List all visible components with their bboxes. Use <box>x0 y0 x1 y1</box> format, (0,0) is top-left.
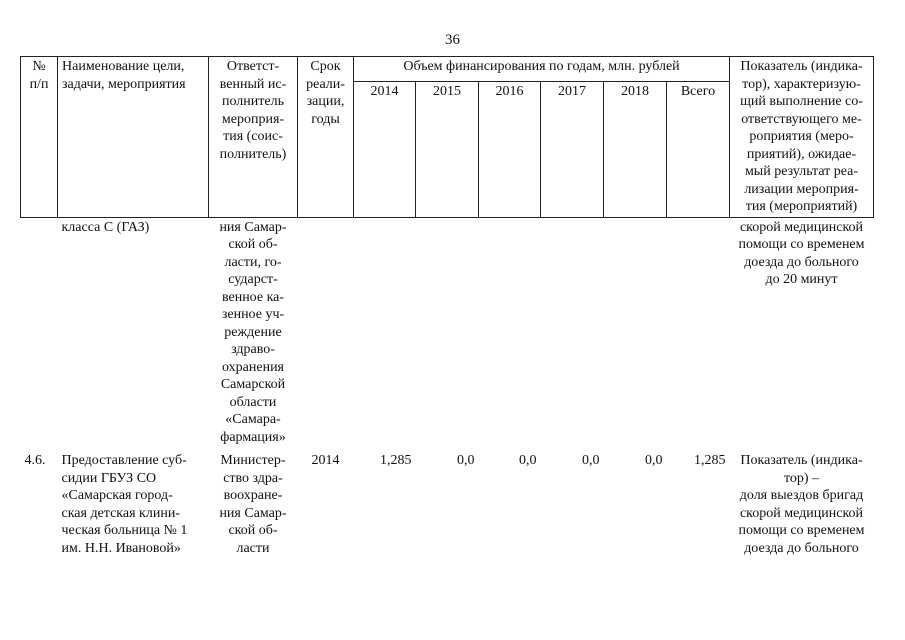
row-indicator: Показатель (индика- тор) – доля выездов бригад скорой медицинской помощи со временем доезда до больного <box>738 453 865 556</box>
continued-num <box>21 217 58 451</box>
header-year-2016: 2016 <box>479 81 541 217</box>
row-name: Предоставление суб- сидии ГБУЗ СО «Самарская город- ская детская клини- ческая больница № 1 им. Н.Н. Ивановой» <box>61 453 188 556</box>
header-year-2017: 2017 <box>541 81 604 217</box>
row-value-2016: 0,0 <box>519 453 537 468</box>
program-table <box>20 56 874 558</box>
row-value-2015: 0,0 <box>457 453 475 468</box>
row-num: 4.6. <box>24 453 46 468</box>
row-value-2017: 0,0 <box>582 453 600 468</box>
table-row-continued <box>21 217 874 451</box>
table-row-4-6 <box>21 451 874 558</box>
header-total: Всего <box>667 81 730 217</box>
header-num: № п/п <box>21 57 58 218</box>
header-name: Наименование цели, задачи, мероприятия <box>58 57 209 218</box>
continued-indicator: скорой медицинской помощи со временем доезда до больного до 20 минут <box>738 219 865 287</box>
page-number: 36 <box>445 32 460 48</box>
row-value-2014: 1,285 <box>380 453 412 468</box>
header-year-2018: 2018 <box>604 81 667 217</box>
header-term: Срок реали- зации, годы <box>298 57 354 218</box>
header-year-2015: 2015 <box>416 81 479 217</box>
row-value-total: 1,285 <box>694 453 726 468</box>
header-responsible: Ответст- венный ис- полнитель мероприя- тия (соис- полнитель) <box>209 57 298 218</box>
continued-name: класса С (ГАЗ) <box>61 219 150 235</box>
row-value-2018: 0,0 <box>645 453 663 468</box>
header-year-2014: 2014 <box>354 81 416 217</box>
header-row-1 <box>21 57 874 82</box>
row-term: 2014 <box>311 453 340 468</box>
continued-responsible: ния Самар- ской об- ласти, го- сударст- венное ка- зенное уч- реждение здраво- охранения Самарской области «Самара- фармация» <box>219 219 287 445</box>
row-responsible: Министер- ство здра- воохране- ния Самар- ской об- ласти <box>219 453 287 556</box>
header-funding: Объем финансирования по годам, млн. рублей <box>354 57 730 82</box>
header-indicator: Показатель (индика- тор), характеризую- щий выполнение со- ответствующего ме- роприятия (меро- приятий), ожидае- мый результат реа- лизации мероприя- тия (мероприятий) <box>730 57 874 218</box>
